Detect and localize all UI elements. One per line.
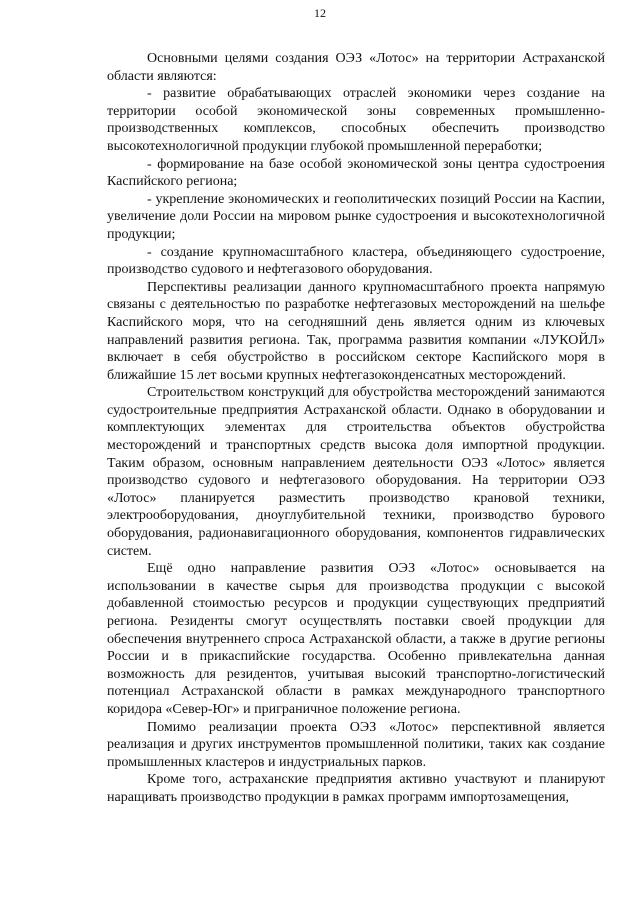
paragraph-import-substitution: Кроме того, астраханские предприятия активно участвуют и планируют наращивать производство продукции в рамках программ импортозамещения,: [107, 772, 605, 805]
paragraph-industrial-policy: Помимо реализации проекта ОЭЗ «Лотос» перспективной является реализация и других инструментов промышленной политики, таких как создание промышленных кластеров и индустриальных парков.: [107, 719, 605, 770]
list-item: - формирование на базе особой экономической зоны центра судостроения Каспийского региона;: [107, 156, 605, 190]
paragraph-raw-materials: Ещё одно направление развития ОЭЗ «Лотос» основывается на использовании в качестве сырья для производства продукции с высокой добавленной стоимостью ресурсов и продукции существующих предприятий региона. Резиденты смогут осуществлять поставки своей продукции для обеспечения внутреннего спроса Астраханской области, а также в другие регионы России и в прикаспийские государства. Особенно привлекательна данная возможность для резидентов, учитывая высокий транспортно-логистический потенциал Астраханской области в рамках международного транспортного коридора «Север-Юг» и приграничное положение региона.: [107, 561, 605, 717]
list-item: - укрепление экономических и геополитических позиций России на Каспии, увеличение доли России на мировом рынке судостроения и высокотехнологичной продукции;: [107, 191, 605, 242]
page-number: 12: [314, 6, 326, 20]
paragraph-prospects: Перспективы реализации данного крупномасштабного проекта напрямую связаны с деятельностью по разработке нефтегазовых месторождений на шельфе Каспийского моря, что на сегодняшний день является одним из ключевых направлений развития региона. Так, программа развития компании «ЛУКОЙЛ» включает в себя обустройство в российском секторе Каспийского моря в ближайшие 15 лет восьми крупных нефтегазоконденсатных месторождений.: [107, 279, 605, 383]
body-text: [107, 50, 605, 807]
list-item: - развитие обрабатывающих отраслей экономики через создание на территории особой экономической зоны современных промышленно-производственных комплексов, способных обеспечить производство высокотехнологичной продукции глубокой промышленной переработки;: [107, 86, 605, 154]
paragraph-intro: Основными целями создания ОЭЗ «Лотос» на территории Астраханской области являются:: [107, 51, 605, 84]
list-item: - создание крупномасштабного кластера, объединяющего судостроение, производство судового и нефтегазового оборудования.: [107, 244, 605, 278]
paragraph-construction: Строительством конструкций для обустройства месторождений занимаются судостроительные предприятия Астраханской области. Однако в оборудовании и комплектующих элементах для строительства объектов обустройства месторождений и транспортных средств высока доля импортной продукции. Таким образом, основным направлением деятельности ОЭЗ «Лотос» является производство судового и нефтегазового оборудования. На территории ОЭЗ «Лотос» планируется разместить производство крановой техники, электрооборудования, дноуглубительной техники, производство бурового оборудования, радионавигационного оборудования, компонентов гидравлических систем.: [107, 385, 605, 559]
